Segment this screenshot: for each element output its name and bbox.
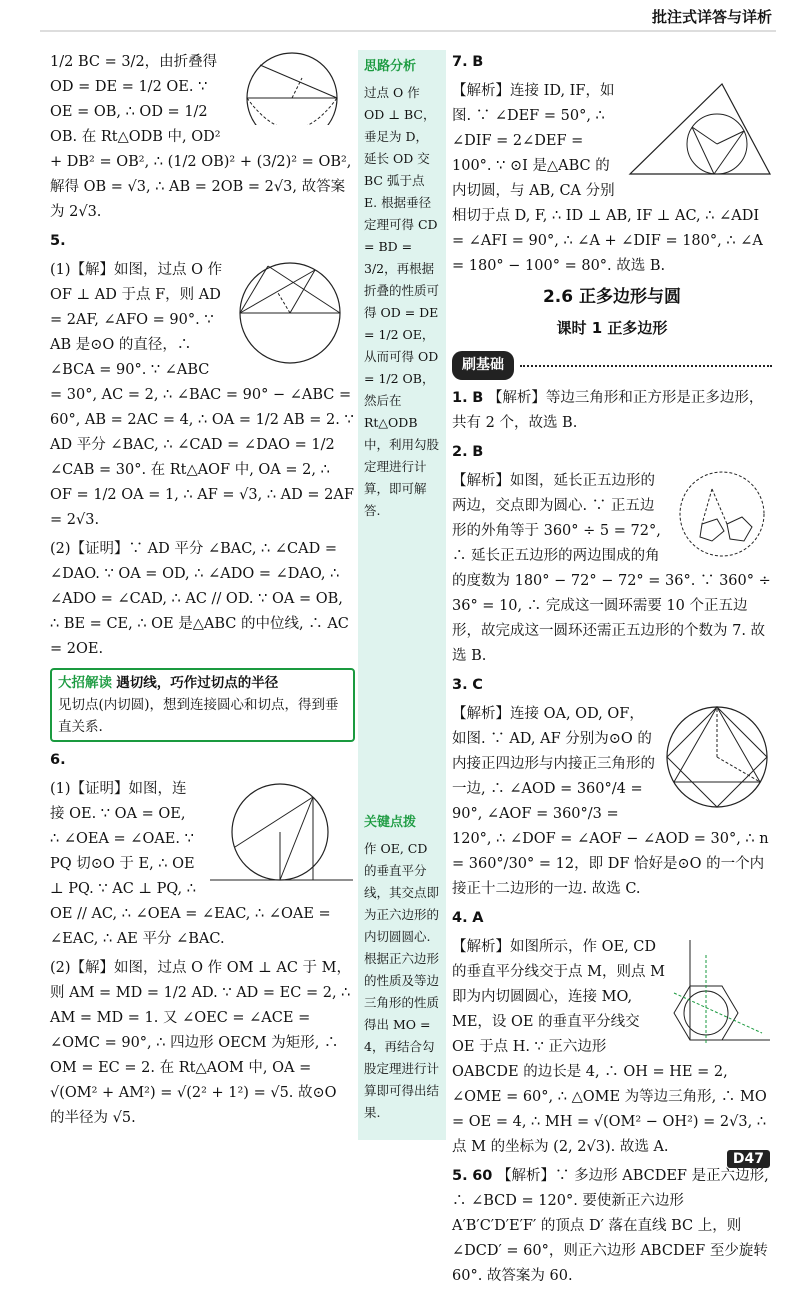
answer-choice: A xyxy=(472,910,484,926)
answer-choice: B xyxy=(472,444,484,460)
question-number: 3. xyxy=(452,677,468,693)
question-number: 7. xyxy=(452,54,468,70)
question-number: 5. xyxy=(452,1168,468,1184)
section-title: 2.6 正多边形与圆 xyxy=(542,287,682,307)
q7-body: 【解析】连接 ID, IF，如图. ∵ ∠DEF = 50°, ∴ ∠DIF = 2∠DEF = 100°. ∵ ⊙I 是△ABC 的内切圆，与 AB, CA 分别相切于点 D, F, ∴ ID ⊥ AB, IF ⊥ AC, ∴ ∠ADI = ∠AFI = 90°, ∴ ∠A + ∠DIF = 180°, ∴ ∠A = 180° − 100° = 80°. 故选 B. xyxy=(452,83,763,274)
note-title: 关键点拨 xyxy=(364,815,417,830)
question-number: 5. xyxy=(50,233,66,249)
page-number: D47 xyxy=(727,1150,770,1168)
note-key-point xyxy=(364,812,440,1124)
answer-choice: C xyxy=(472,677,483,693)
figure-q3-inscribed xyxy=(662,702,772,812)
tip-box-body: 见切点(内切圆)，想到连接圆心和切点，得到垂直关系. xyxy=(58,697,339,735)
right-column xyxy=(452,50,772,1293)
margin-notes xyxy=(358,50,446,1140)
question-number: 2. xyxy=(452,444,468,460)
tip-box-title: 大招解读 xyxy=(58,675,112,691)
figure-q7-incircle xyxy=(622,79,772,179)
note-thinking xyxy=(364,56,440,522)
figure-q2-pentagons xyxy=(672,469,772,559)
running-header: 批注式详答与详析 xyxy=(651,8,772,26)
figure-q6-tangent xyxy=(205,777,355,897)
q4-body: 【解析】如图所示，作 OE, CD 的垂直平分线交于点 M，则点 M 即为内切圆圆心，连接 MO, ME，设 OE 的垂直平分线交 OE 于点 H. ∵ 正六边形 OABCDE 的边长是 4, ∴ OH = HE = 2, ∠OME = 60°, ∴ △OME 为等边三角形, ∴ MO = OE = 4, ∴ MH = √(OM² − OH²) = 2√3, ∴ 点 M 的坐标为 (2, 2√3). 故选 A. xyxy=(452,939,767,1155)
q5r-body: 【解析】∵ 多边形 ABCDEF 是正六边形, ∴ ∠BCD = 120°. 要使新正六边形 A′B′C′D′E′F′ 的顶点 D′ 落在直线 BC 上，则 ∠DCD′ = 60°，则正六边形 ABCDEF 至少旋转 60°. 故答案为 60. xyxy=(452,1168,769,1284)
drill-badge: 刷基础 xyxy=(452,351,514,380)
lesson-title: 课时 1 正多边形 xyxy=(556,319,668,337)
q3-body: 【解析】连接 OA, OD, OF，如图. ∵ AD, AF 分别为⊙O 的内接正四边形与内接正三角形的一边, ∴ ∠AOD = 360°/4 = 90°, ∠AOF = 360°/3 = 120°, ∴ ∠DOF = ∠AOF − ∠AOD = 30°, ∴ n = 360°/30° = 12，即 DF 恰好是⊙O 的一个内接正十二边形的一边. 故选 C. xyxy=(452,706,769,897)
drill-banner xyxy=(452,351,772,380)
question-number: 1. xyxy=(452,390,468,406)
tip-box xyxy=(50,668,355,742)
answer-choice: B xyxy=(472,54,484,70)
q6-part1: (1)【证明】如图，连接 OE. ∵ OA = OE, ∴ ∠OEA = ∠OAE. ∵ PQ 切⊙O 于 E, ∴ OE ⊥ PQ. ∵ AC ⊥ PQ, ∴ OE // AC, ∴ ∠OEA = ∠EAC, ∴ ∠OAE = ∠EAC, ∴ AE 平分 ∠BAC. xyxy=(50,781,331,947)
note-title: 思路分析 xyxy=(364,59,417,74)
question-number: 4. xyxy=(452,910,468,926)
tip-box-heading: 遇切线，巧作过切点的半径 xyxy=(116,675,279,691)
note-body: 过点 O 作 OD ⊥ BC，垂足为 D，延长 OD 交 BC 弧于点 E. 根据垂径定理可得 CD = BD = 3/2，再根据折叠的性质可得 OD = DE = 1/2 OE，从而可得 OD = 1/2 OB，然后在 Rt△ODB 中，利用勾股定理进行计算，即可解答. xyxy=(364,85,440,518)
figure-circle-fold xyxy=(230,50,355,125)
figure-q5-circle xyxy=(230,258,355,368)
header-rule xyxy=(40,30,776,32)
q5-part2: (2)【证明】∵ AD 平分 ∠BAC, ∴ ∠CAD = ∠DAO. ∵ OA = OD, ∴ ∠ADO = ∠DAO, ∴ ∠ADO = ∠CAD, ∴ AC // OD. ∵ OA = OB, ∴ BE = CE, ∴ OE 是△ABC 的中位线, ∴ AC = 2OE. xyxy=(50,541,349,657)
q2-body: 【解析】如图，延长正五边形的两边，交点即为圆心. ∵ 正五边形的外角等于 360° ÷ 5 = 72°, ∴ 延长正五边形的两边围成的角的度数为 180° − 72° − 72° = 36°. ∵ 360° ÷ 36° = 10, ∴ 完成这一圆环需要 10 个正五边形，故完成这一圆环还需正五边形的个数为 7. 故选 B. xyxy=(452,473,771,664)
note-body: 作 OE, CD 的垂直平分线，其交点即为正六边形的内切圆圆心. 根据正六边形的性质及等边三角形的性质得出 MO = 4，再结合勾股定理进行计算即可得出结果. xyxy=(364,841,440,1120)
left-column xyxy=(50,50,355,1135)
answer-value: 60 xyxy=(472,1168,493,1184)
paragraph-q4-continued: 1/2 BC = 3/2，由折叠得 OD = DE = 1/2 OE. ∵ OE = OB, ∴ OD = 1/2 OB. 在 Rt△ODB 中, OD² + DB² = OB², ∴ (1/2 OB)² + (3/2)² = OB², 解得 OB = √3, ∴ AB = 2OB = 2√3, 故答案为 2√3. xyxy=(50,54,352,220)
dotted-rule xyxy=(520,365,772,367)
q1-body: 【解析】等边三角形和正方形是正多边形，共有 2 个，故选 B. xyxy=(452,390,764,431)
q6-part2: (2)【解】如图，过点 O 作 OM ⊥ AC 于 M，则 AM = MD = 1/2 AD. ∵ AD = EC = 2, ∴ AM = MD = 1. 又 ∠OEC = ∠ACE = ∠OMC = 90°, ∴ 四边形 OECM 为矩形, ∴ OM = EC = 2. 在 Rt△AOM 中, OA = √(OM² + AM²) = √(2² + 1²) = √5. 故⊙O 的半径为 √5. xyxy=(50,960,351,1126)
answer-choice: B xyxy=(472,390,484,406)
question-number: 6. xyxy=(50,752,66,768)
q5-part1: (1)【解】如图，过点 O 作 OF ⊥ AD 于点 F，则 AD = 2AF, ∠AFO = 90°. ∵ AB 是⊙O 的直径，∴ ∠BCA = 90°. ∵ ∠ABC = 30°, AC = 2, ∴ ∠BAC = 90° − ∠ABC = 60°, AB = 2AC = 4, ∴ OA = 1/2 AB = 2. ∵ AD 平分 ∠BAC, ∴ ∠CAD = ∠DAO = 1/2 ∠CAB = 30°. 在 Rt△AOF 中, OA = 2, ∴ OF = 1/2 OA = 1, ∴ AF = √3, ∴ AD = 2AF = 2√3. xyxy=(50,262,354,528)
figure-q4-hexagon xyxy=(672,935,772,1050)
